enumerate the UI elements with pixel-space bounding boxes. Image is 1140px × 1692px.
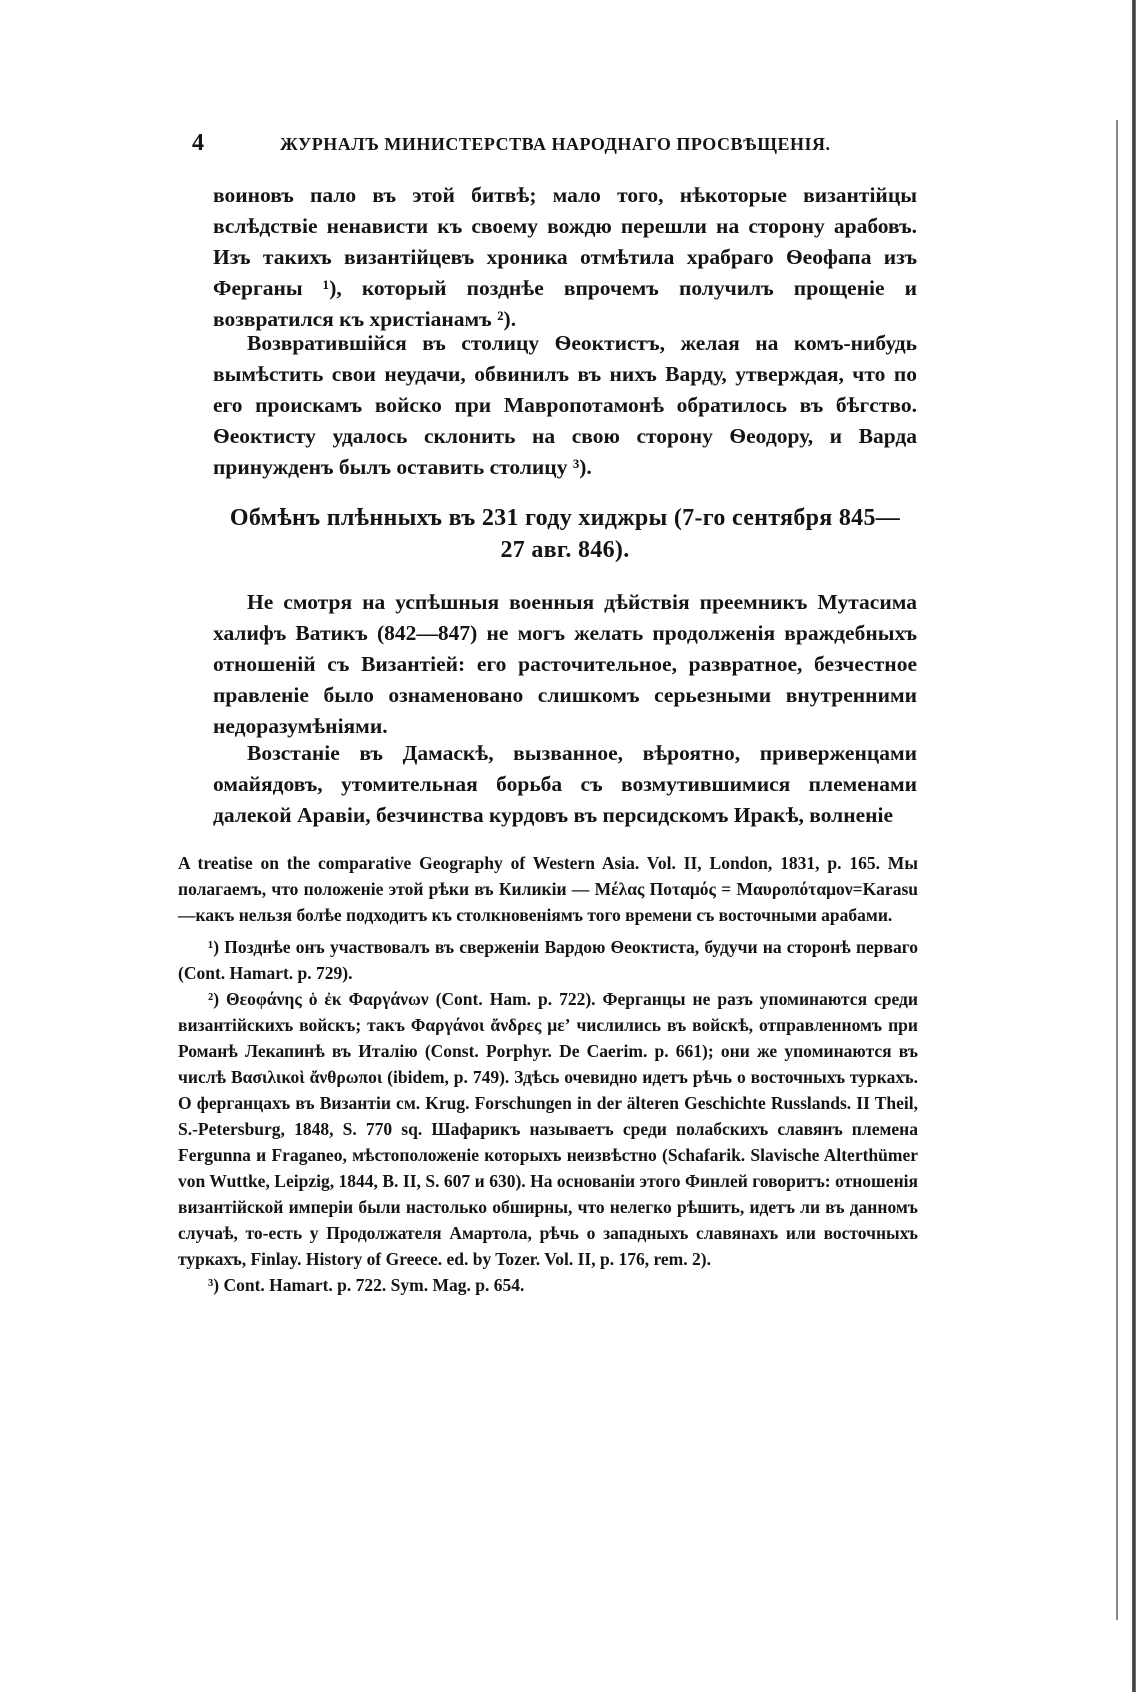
- paragraph-text: Возвратившійся въ столицу Ѳеоктистъ, желая на комъ-нибудь вымѣстить свои неудачи, обвинилъ въ нихъ Варду, утверждая, что по его проискамъ войско при Мавропотамонѣ обратилось въ бѣгство. Ѳеоктисту удалось склонить на свою сторону Ѳеодору, и Варда принужденъ былъ оставить столицу ³).: [213, 331, 917, 479]
- footnotes: [178, 850, 918, 1298]
- running-head: ЖУРНАЛЪ МИНИСТЕРСТВА НАРОДНАГО ПРОСВѢЩЕНІЯ.: [280, 134, 831, 154]
- paragraph-theoktistos: [213, 328, 917, 483]
- page-header: [192, 130, 912, 160]
- footnote-2: ²) Θεοφάνης ὁ ἐκ Φαργάνων (Cont. Ham. p. 722). Ферганцы не разъ упоминаются среди византійскихъ войскъ; такъ Φαργάνοι ἄνδρες μεʼ числились въ войскѣ, отправленномъ при Романѣ Лекапинѣ въ Италію (Const. Porphyr. De Caerim. p. 661); они же упоминаются въ числѣ Βασιλικοὶ ἄνθρωποι (ibidem, p. 749). Здѣсь очевидно идетъ рѣчь о восточныхъ туркахъ. О ферганцахъ въ Византіи см. Krug. Forschungen in der älteren Geschichte Russlands. II Theil, S.-Petersburg, 1848, S. 770 sq. Шафарикъ называетъ среди полабскихъ славянъ племена Fergunna и Fraganeo, мѣстоположеніе которыхъ неизвѣстно (Schafarik. Slavische Alterthümer von Wuttke, Leipzig, 1844, B. II, S. 607 и 630). На основаніи этого Финлей говоритъ: отношенія византійской имперіи были настолько обширны, что нелегко рѣшить, идетъ ли въ данномъ случаѣ, то-есть у Продолжателя Амартола, рѣчь о западныхъ славянахъ или восточныхъ туркахъ, Finlay. History of Greece. ed. by Tozer. Vol. II, p. 176, rem. 2).: [178, 989, 918, 1269]
- footnote-3: ³) Cont. Hamart. p. 722. Sym. Mag. p. 654.: [208, 1275, 525, 1295]
- paragraph-uprising: [213, 738, 917, 831]
- page-number: 4: [192, 130, 204, 156]
- paragraph-continuation: [213, 180, 917, 335]
- paragraph-text: Не смотря на успѣшныя военныя дѣйствія преемникъ Мутасима халифъ Ватикъ (842—847) не могъ желать продолженія враждебныхъ отношеній съ Византіей: его расточительное, развратное, безчестное правленіе было ознаменовано слишкомъ серьезными внутренними недоразумѣніями.: [213, 590, 917, 738]
- section-heading-line-2: 27 авг. 846).: [500, 537, 630, 563]
- paragraph-wathiq: [213, 587, 917, 742]
- paragraph-text: воиновъ пало въ этой битвѣ; мало того, нѣкоторые византійцы вслѣдствіе ненависти къ своему вождю перешли на сторону арабовъ. Изъ такихъ византійцевъ хроника отмѣтила храбраго Ѳеофапа изъ Ферганы ¹), который позднѣе впрочемъ получилъ прощеніе и возвратился къ христіанамъ ²).: [213, 183, 917, 331]
- footnote-1: ¹) Позднѣе онъ участвовалъ въ сверженіи Вардою Ѳеоктиста, будучи на сторонѣ перваго (Cont. Hamart. p. 729).: [178, 937, 918, 983]
- paragraph-text: Возстаніе въ Дамаскѣ, вызванное, вѣроятно, приверженцами омайядовъ, утомительная борьба съ возмутившимися племенами далекой Аравіи, безчинства курдовъ въ персидскомъ Иракѣ, волненіе: [213, 741, 917, 827]
- scan-edge-shadow: [1132, 0, 1136, 1692]
- footnote-continuation: A treatise on the comparative Geography of Western Asia. Vol. II, London, 1831, p. 165. Мы полагаемъ, что положеніе этой рѣки въ Киликіи — Μέλας Ποταμός = Μαυροπόταμον=Karasu—какъ нельзя болѣе подходитъ къ столкновеніямъ того времени съ восточными арабами.: [178, 853, 918, 925]
- section-heading-line-1: Обмѣнъ плѣнныхъ въ 231 году хиджры (7-го сентября 845—: [229, 505, 901, 531]
- scan-edge-line: [1116, 120, 1118, 1620]
- section-heading: [213, 502, 917, 566]
